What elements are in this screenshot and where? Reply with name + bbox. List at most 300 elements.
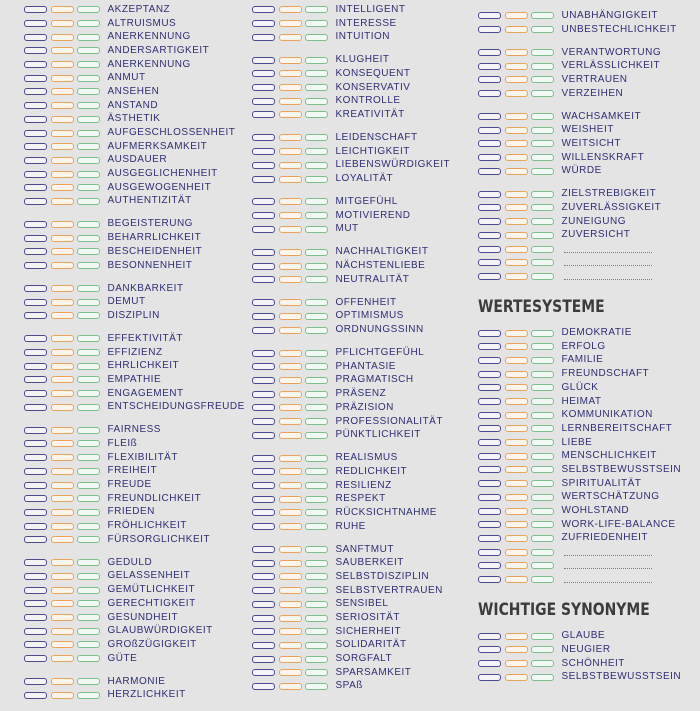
rating-box-2[interactable] <box>51 349 74 356</box>
rating-box-1[interactable] <box>252 560 275 567</box>
rating-box-1[interactable] <box>478 218 501 225</box>
rating-box-2[interactable] <box>279 57 302 64</box>
rating-box-1[interactable] <box>24 34 47 41</box>
rating-box-1[interactable] <box>478 26 501 33</box>
rating-box-1[interactable] <box>24 75 47 82</box>
rating-box-2[interactable] <box>51 157 74 164</box>
rating-box-2[interactable] <box>51 376 74 383</box>
rating-box-3[interactable] <box>77 143 100 150</box>
rating-box-1[interactable] <box>478 246 501 253</box>
rating-box-3[interactable] <box>531 646 554 653</box>
rating-box-3[interactable] <box>77 482 100 489</box>
rating-box-3[interactable] <box>531 168 554 175</box>
rating-box-3[interactable] <box>77 495 100 502</box>
rating-box-2[interactable] <box>279 299 302 306</box>
rating-box-2[interactable] <box>279 327 302 334</box>
rating-box-3[interactable] <box>305 70 328 77</box>
rating-box-3[interactable] <box>77 692 100 699</box>
rating-box-2[interactable] <box>505 191 528 198</box>
rating-box-1[interactable] <box>478 439 501 446</box>
rating-box-1[interactable] <box>24 198 47 205</box>
rating-box-1[interactable] <box>24 61 47 68</box>
rating-box-1[interactable] <box>24 641 47 648</box>
rating-box-3[interactable] <box>305 249 328 256</box>
rating-box-1[interactable] <box>252 299 275 306</box>
rating-box-1[interactable] <box>24 363 47 370</box>
rating-box-1[interactable] <box>478 576 501 583</box>
write-in-line[interactable] <box>564 273 652 280</box>
rating-box-1[interactable] <box>24 235 47 242</box>
rating-box-2[interactable] <box>51 692 74 699</box>
rating-box-3[interactable] <box>305 176 328 183</box>
rating-box-3[interactable] <box>531 480 554 487</box>
rating-box-1[interactable] <box>478 259 501 266</box>
rating-box-2[interactable] <box>51 509 74 516</box>
rating-box-2[interactable] <box>51 47 74 54</box>
rating-box-2[interactable] <box>51 75 74 82</box>
rating-box-2[interactable] <box>505 273 528 280</box>
rating-box-3[interactable] <box>305 20 328 27</box>
rating-box-3[interactable] <box>77 536 100 543</box>
rating-box-1[interactable] <box>478 508 501 515</box>
rating-box-3[interactable] <box>305 509 328 516</box>
rating-box-3[interactable] <box>77 116 100 123</box>
rating-box-3[interactable] <box>77 509 100 516</box>
rating-box-2[interactable] <box>505 357 528 364</box>
rating-box-1[interactable] <box>478 343 501 350</box>
rating-box-1[interactable] <box>478 412 501 419</box>
rating-box-1[interactable] <box>24 262 47 269</box>
rating-box-2[interactable] <box>279 111 302 118</box>
rating-box-2[interactable] <box>505 259 528 266</box>
rating-box-3[interactable] <box>77 34 100 41</box>
rating-box-1[interactable] <box>24 600 47 607</box>
rating-box-3[interactable] <box>305 98 328 105</box>
write-in-line[interactable] <box>564 259 652 266</box>
rating-box-2[interactable] <box>279 615 302 622</box>
rating-box-2[interactable] <box>51 171 74 178</box>
rating-box-2[interactable] <box>51 235 74 242</box>
rating-box-2[interactable] <box>51 312 74 319</box>
write-in-line[interactable] <box>564 246 652 253</box>
rating-box-1[interactable] <box>24 495 47 502</box>
rating-box-3[interactable] <box>77 587 100 594</box>
rating-box-3[interactable] <box>305 628 328 635</box>
rating-box-3[interactable] <box>531 232 554 239</box>
rating-box-1[interactable] <box>24 509 47 516</box>
rating-box-1[interactable] <box>252 404 275 411</box>
rating-box-3[interactable] <box>77 75 100 82</box>
rating-box-1[interactable] <box>478 562 501 569</box>
rating-box-2[interactable] <box>279 134 302 141</box>
rating-box-2[interactable] <box>505 674 528 681</box>
rating-box-1[interactable] <box>24 614 47 621</box>
rating-box-1[interactable] <box>24 482 47 489</box>
rating-box-1[interactable] <box>252 546 275 553</box>
rating-box-1[interactable] <box>24 171 47 178</box>
rating-box-2[interactable] <box>505 246 528 253</box>
rating-box-2[interactable] <box>505 204 528 211</box>
rating-box-3[interactable] <box>531 63 554 70</box>
rating-box-1[interactable] <box>24 404 47 411</box>
rating-box-1[interactable] <box>252 111 275 118</box>
rating-box-2[interactable] <box>279 418 302 425</box>
rating-box-3[interactable] <box>305 299 328 306</box>
rating-box-1[interactable] <box>478 633 501 640</box>
rating-box-1[interactable] <box>24 88 47 95</box>
rating-box-3[interactable] <box>305 162 328 169</box>
rating-box-2[interactable] <box>279 20 302 27</box>
rating-box-2[interactable] <box>279 70 302 77</box>
rating-box-3[interactable] <box>77 641 100 648</box>
rating-box-3[interactable] <box>77 88 100 95</box>
rating-box-1[interactable] <box>24 143 47 150</box>
rating-box-3[interactable] <box>77 312 100 319</box>
rating-box-3[interactable] <box>77 655 100 662</box>
rating-box-3[interactable] <box>77 335 100 342</box>
rating-box-3[interactable] <box>77 454 100 461</box>
rating-box-3[interactable] <box>305 111 328 118</box>
rating-box-2[interactable] <box>505 521 528 528</box>
rating-box-2[interactable] <box>505 535 528 542</box>
rating-box-2[interactable] <box>505 439 528 446</box>
rating-box-3[interactable] <box>77 363 100 370</box>
rating-box-2[interactable] <box>279 455 302 462</box>
rating-box-3[interactable] <box>531 330 554 337</box>
rating-box-2[interactable] <box>51 655 74 662</box>
rating-box-2[interactable] <box>51 143 74 150</box>
rating-box-2[interactable] <box>279 226 302 233</box>
rating-box-2[interactable] <box>51 427 74 434</box>
rating-box-3[interactable] <box>305 34 328 41</box>
rating-box-3[interactable] <box>531 398 554 405</box>
rating-box-1[interactable] <box>478 535 501 542</box>
rating-box-1[interactable] <box>478 12 501 19</box>
rating-box-3[interactable] <box>305 198 328 205</box>
rating-box-3[interactable] <box>531 273 554 280</box>
rating-box-3[interactable] <box>531 576 554 583</box>
rating-box-2[interactable] <box>505 562 528 569</box>
rating-box-2[interactable] <box>505 76 528 83</box>
rating-box-3[interactable] <box>531 26 554 33</box>
rating-box-1[interactable] <box>24 221 47 228</box>
rating-box-1[interactable] <box>252 656 275 663</box>
rating-box-2[interactable] <box>505 63 528 70</box>
rating-box-2[interactable] <box>51 495 74 502</box>
rating-box-1[interactable] <box>252 263 275 270</box>
rating-box-2[interactable] <box>51 573 74 580</box>
rating-box-2[interactable] <box>505 480 528 487</box>
rating-box-2[interactable] <box>51 404 74 411</box>
rating-box-2[interactable] <box>505 508 528 515</box>
rating-box-2[interactable] <box>505 412 528 419</box>
rating-box-3[interactable] <box>77 47 100 54</box>
rating-box-1[interactable] <box>252 628 275 635</box>
rating-box-3[interactable] <box>531 357 554 364</box>
rating-box-1[interactable] <box>24 157 47 164</box>
rating-box-2[interactable] <box>51 587 74 594</box>
rating-box-2[interactable] <box>279 377 302 384</box>
rating-box-1[interactable] <box>24 655 47 662</box>
rating-box-1[interactable] <box>478 154 501 161</box>
rating-box-1[interactable] <box>24 184 47 191</box>
rating-box-2[interactable] <box>279 587 302 594</box>
rating-box-1[interactable] <box>252 162 275 169</box>
rating-box-1[interactable] <box>24 312 47 319</box>
rating-box-2[interactable] <box>505 371 528 378</box>
rating-box-2[interactable] <box>279 482 302 489</box>
rating-box-3[interactable] <box>531 425 554 432</box>
rating-box-1[interactable] <box>478 273 501 280</box>
rating-box-2[interactable] <box>51 335 74 342</box>
rating-box-3[interactable] <box>531 549 554 556</box>
rating-box-3[interactable] <box>531 12 554 19</box>
rating-box-3[interactable] <box>305 404 328 411</box>
rating-box-3[interactable] <box>531 466 554 473</box>
rating-box-2[interactable] <box>279 560 302 567</box>
rating-box-3[interactable] <box>305 560 328 567</box>
rating-box-2[interactable] <box>279 212 302 219</box>
rating-box-3[interactable] <box>77 248 100 255</box>
rating-box-3[interactable] <box>77 349 100 356</box>
rating-box-1[interactable] <box>24 248 47 255</box>
rating-box-1[interactable] <box>478 63 501 70</box>
rating-box-3[interactable] <box>531 521 554 528</box>
rating-box-1[interactable] <box>24 536 47 543</box>
rating-box-1[interactable] <box>24 523 47 530</box>
rating-box-3[interactable] <box>305 669 328 676</box>
rating-box-1[interactable] <box>24 440 47 447</box>
rating-box-3[interactable] <box>305 615 328 622</box>
rating-box-1[interactable] <box>252 642 275 649</box>
rating-box-3[interactable] <box>305 276 328 283</box>
rating-box-1[interactable] <box>478 425 501 432</box>
rating-box-2[interactable] <box>51 482 74 489</box>
rating-box-3[interactable] <box>77 130 100 137</box>
rating-box-1[interactable] <box>478 191 501 198</box>
rating-box-2[interactable] <box>505 168 528 175</box>
rating-box-1[interactable] <box>478 660 501 667</box>
rating-box-3[interactable] <box>305 546 328 553</box>
rating-box-1[interactable] <box>24 335 47 342</box>
rating-box-3[interactable] <box>305 263 328 270</box>
rating-box-3[interactable] <box>77 221 100 228</box>
rating-box-3[interactable] <box>77 102 100 109</box>
write-in-line[interactable] <box>564 576 652 583</box>
rating-box-1[interactable] <box>24 47 47 54</box>
rating-box-2[interactable] <box>279 98 302 105</box>
rating-box-3[interactable] <box>305 134 328 141</box>
rating-box-1[interactable] <box>252 57 275 64</box>
rating-box-1[interactable] <box>252 134 275 141</box>
rating-box-2[interactable] <box>51 678 74 685</box>
rating-box-1[interactable] <box>252 587 275 594</box>
rating-box-2[interactable] <box>51 628 74 635</box>
rating-box-1[interactable] <box>478 398 501 405</box>
rating-box-3[interactable] <box>77 678 100 685</box>
rating-box-2[interactable] <box>51 523 74 530</box>
rating-box-1[interactable] <box>24 468 47 475</box>
rating-box-3[interactable] <box>77 299 100 306</box>
rating-box-3[interactable] <box>305 523 328 530</box>
rating-box-1[interactable] <box>252 418 275 425</box>
rating-box-2[interactable] <box>279 84 302 91</box>
rating-box-3[interactable] <box>531 384 554 391</box>
rating-box-2[interactable] <box>505 90 528 97</box>
rating-box-2[interactable] <box>51 536 74 543</box>
rating-box-3[interactable] <box>77 600 100 607</box>
rating-box-3[interactable] <box>305 455 328 462</box>
rating-box-1[interactable] <box>24 130 47 137</box>
rating-box-3[interactable] <box>305 468 328 475</box>
rating-box-1[interactable] <box>252 573 275 580</box>
rating-box-3[interactable] <box>77 235 100 242</box>
rating-box-3[interactable] <box>305 57 328 64</box>
write-in-line[interactable] <box>564 562 652 569</box>
rating-box-1[interactable] <box>24 6 47 13</box>
rating-box-2[interactable] <box>505 384 528 391</box>
rating-box-1[interactable] <box>24 559 47 566</box>
rating-box-2[interactable] <box>505 12 528 19</box>
rating-box-3[interactable] <box>77 171 100 178</box>
rating-box-1[interactable] <box>24 427 47 434</box>
rating-box-3[interactable] <box>305 656 328 663</box>
rating-box-1[interactable] <box>252 350 275 357</box>
rating-box-1[interactable] <box>478 357 501 364</box>
rating-box-1[interactable] <box>478 549 501 556</box>
rating-box-1[interactable] <box>24 628 47 635</box>
rating-box-2[interactable] <box>51 116 74 123</box>
rating-box-3[interactable] <box>77 427 100 434</box>
rating-box-2[interactable] <box>505 494 528 501</box>
rating-box-1[interactable] <box>252 523 275 530</box>
rating-box-3[interactable] <box>305 587 328 594</box>
rating-box-2[interactable] <box>51 454 74 461</box>
rating-box-2[interactable] <box>51 285 74 292</box>
rating-box-2[interactable] <box>279 432 302 439</box>
rating-box-1[interactable] <box>478 330 501 337</box>
rating-box-1[interactable] <box>478 113 501 120</box>
rating-box-2[interactable] <box>505 154 528 161</box>
rating-box-1[interactable] <box>478 371 501 378</box>
rating-box-2[interactable] <box>279 509 302 516</box>
rating-box-3[interactable] <box>531 154 554 161</box>
rating-box-1[interactable] <box>478 674 501 681</box>
rating-box-1[interactable] <box>478 494 501 501</box>
rating-box-1[interactable] <box>478 521 501 528</box>
rating-box-2[interactable] <box>505 26 528 33</box>
rating-box-3[interactable] <box>77 285 100 292</box>
rating-box-3[interactable] <box>531 218 554 225</box>
rating-box-3[interactable] <box>305 601 328 608</box>
rating-box-3[interactable] <box>531 259 554 266</box>
rating-box-1[interactable] <box>252 496 275 503</box>
rating-box-1[interactable] <box>252 176 275 183</box>
rating-box-3[interactable] <box>77 184 100 191</box>
rating-box-1[interactable] <box>252 212 275 219</box>
rating-box-2[interactable] <box>279 313 302 320</box>
rating-box-2[interactable] <box>279 642 302 649</box>
rating-box-3[interactable] <box>77 262 100 269</box>
rating-box-3[interactable] <box>77 614 100 621</box>
rating-box-3[interactable] <box>305 84 328 91</box>
rating-box-3[interactable] <box>77 573 100 580</box>
rating-box-1[interactable] <box>252 669 275 676</box>
rating-box-2[interactable] <box>51 468 74 475</box>
rating-box-2[interactable] <box>279 601 302 608</box>
rating-box-2[interactable] <box>279 628 302 635</box>
rating-box-3[interactable] <box>531 204 554 211</box>
rating-box-2[interactable] <box>279 573 302 580</box>
rating-box-2[interactable] <box>505 232 528 239</box>
rating-box-1[interactable] <box>252 391 275 398</box>
rating-box-3[interactable] <box>305 482 328 489</box>
rating-box-1[interactable] <box>24 299 47 306</box>
rating-box-1[interactable] <box>252 84 275 91</box>
rating-box-2[interactable] <box>505 660 528 667</box>
rating-box-1[interactable] <box>252 98 275 105</box>
rating-box-3[interactable] <box>531 246 554 253</box>
rating-box-3[interactable] <box>531 191 554 198</box>
rating-box-3[interactable] <box>531 412 554 419</box>
rating-box-1[interactable] <box>24 20 47 27</box>
rating-box-3[interactable] <box>305 418 328 425</box>
rating-box-1[interactable] <box>252 148 275 155</box>
rating-box-2[interactable] <box>279 546 302 553</box>
rating-box-1[interactable] <box>252 432 275 439</box>
rating-box-3[interactable] <box>305 313 328 320</box>
rating-box-2[interactable] <box>279 249 302 256</box>
rating-box-1[interactable] <box>252 226 275 233</box>
rating-box-3[interactable] <box>531 371 554 378</box>
rating-box-2[interactable] <box>279 162 302 169</box>
rating-box-3[interactable] <box>77 157 100 164</box>
rating-box-3[interactable] <box>77 628 100 635</box>
rating-box-2[interactable] <box>505 49 528 56</box>
rating-box-3[interactable] <box>305 496 328 503</box>
rating-box-1[interactable] <box>24 454 47 461</box>
rating-box-2[interactable] <box>505 549 528 556</box>
rating-box-3[interactable] <box>531 76 554 83</box>
rating-box-3[interactable] <box>77 61 100 68</box>
rating-box-2[interactable] <box>279 276 302 283</box>
rating-box-3[interactable] <box>305 6 328 13</box>
rating-box-3[interactable] <box>531 508 554 515</box>
rating-box-1[interactable] <box>252 363 275 370</box>
rating-box-3[interactable] <box>531 140 554 147</box>
rating-box-1[interactable] <box>478 168 501 175</box>
rating-box-2[interactable] <box>51 20 74 27</box>
rating-box-1[interactable] <box>478 232 501 239</box>
rating-box-2[interactable] <box>51 641 74 648</box>
write-in-line[interactable] <box>564 549 652 556</box>
rating-box-1[interactable] <box>24 285 47 292</box>
rating-box-3[interactable] <box>305 683 328 690</box>
rating-box-1[interactable] <box>252 327 275 334</box>
rating-box-2[interactable] <box>505 127 528 134</box>
rating-box-2[interactable] <box>51 34 74 41</box>
rating-box-3[interactable] <box>305 226 328 233</box>
rating-box-1[interactable] <box>24 376 47 383</box>
rating-box-3[interactable] <box>305 391 328 398</box>
rating-box-1[interactable] <box>252 198 275 205</box>
rating-box-3[interactable] <box>77 468 100 475</box>
rating-box-1[interactable] <box>478 384 501 391</box>
rating-box-3[interactable] <box>531 343 554 350</box>
rating-box-2[interactable] <box>505 633 528 640</box>
rating-box-3[interactable] <box>305 363 328 370</box>
rating-box-2[interactable] <box>51 88 74 95</box>
